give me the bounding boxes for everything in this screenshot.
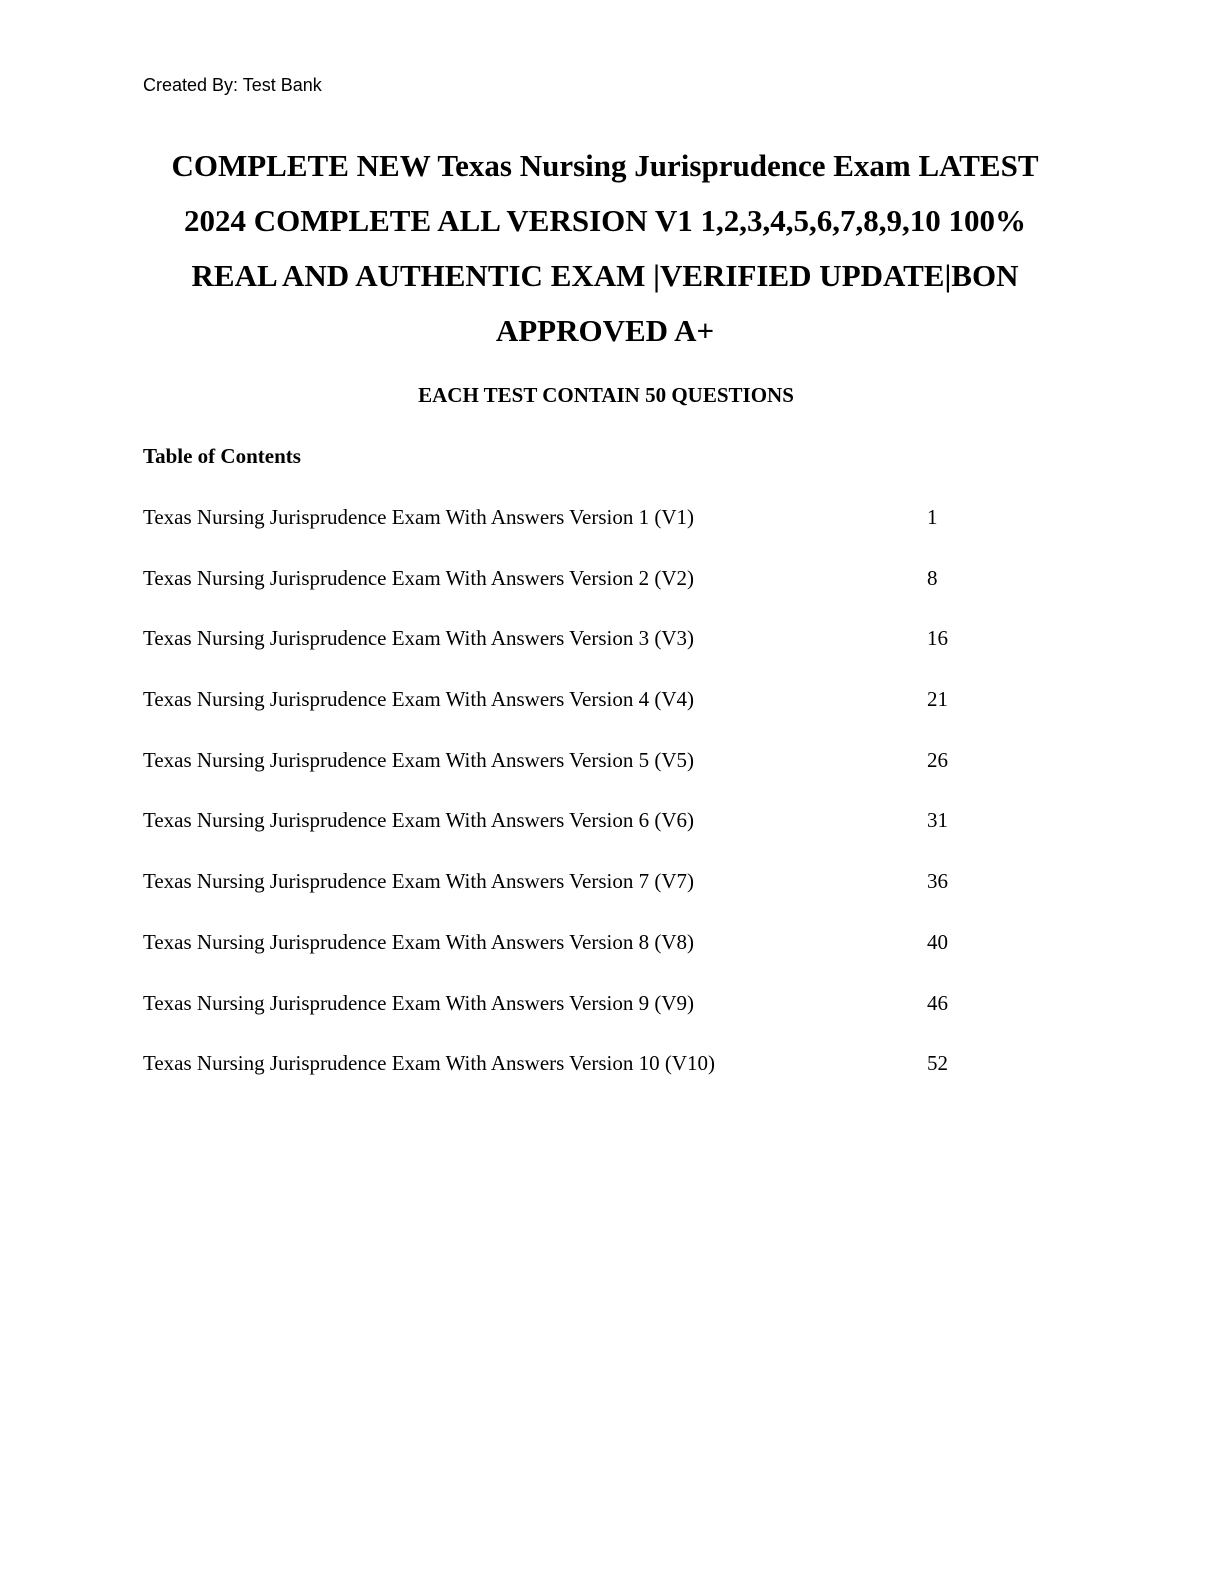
toc-entry[interactable] (143, 988, 1043, 1049)
toc-entry-title: Texas Nursing Jurisprudence Exam With Answers Version 3 (V3) (143, 626, 694, 651)
toc-entry-page: 36 (927, 869, 948, 894)
toc-entry[interactable] (143, 866, 1043, 927)
toc-entry-title: Texas Nursing Jurisprudence Exam With Answers Version 2 (V2) (143, 565, 694, 590)
toc-entry-title: Texas Nursing Jurisprudence Exam With Answers Version 4 (V4) (143, 687, 694, 712)
toc-entry-title: Texas Nursing Jurisprudence Exam With Answers Version 1 (V1) (143, 505, 694, 529)
toc-entry-title: Texas Nursing Jurisprudence Exam With Answers Version 8 (V8) (143, 929, 694, 954)
title-line-1: COMPLETE NEW Texas Nursing Jurisprudence Exam LATEST (171, 148, 1039, 183)
toc-entry[interactable] (143, 684, 1043, 745)
toc-entry-page: 46 (927, 990, 948, 1015)
title-line-4: APPROVED A+ (495, 313, 715, 348)
toc-entry-page: 52 (927, 1051, 948, 1076)
toc-entry[interactable] (143, 745, 1043, 806)
toc-entry[interactable] (143, 927, 1043, 988)
toc-entry-title: Texas Nursing Jurisprudence Exam With Answers Version 5 (V5) (143, 747, 694, 772)
toc-entry-title: Texas Nursing Jurisprudence Exam With Answers Version 7 (V7) (143, 869, 694, 894)
document-subtitle: EACH TEST CONTAIN 50 QUESTIONS (418, 383, 794, 407)
toc-heading: Table of Contents (143, 444, 301, 468)
toc-entry-page: 8 (927, 565, 938, 590)
toc-entry[interactable] (143, 623, 1043, 684)
toc-entry-page: 31 (927, 808, 948, 833)
toc-entry-page: 21 (927, 687, 948, 712)
toc-entry-page: 1 (927, 505, 938, 529)
title-line-3: REAL AND AUTHENTIC EXAM |VERIFIED UPDATE|BON (191, 258, 1019, 293)
page-header-created-by: Created By: Test Bank (143, 75, 322, 95)
toc-entry-title: Texas Nursing Jurisprudence Exam With Answers Version 10 (V10) (143, 1051, 715, 1076)
title-line-2: 2024 COMPLETE ALL VERSION V1 1,2,3,4,5,6,7,8,9,10 100% (184, 203, 1026, 238)
toc-entry-page: 16 (927, 626, 948, 651)
toc-entry[interactable] (143, 502, 1043, 563)
toc-entry-title: Texas Nursing Jurisprudence Exam With Answers Version 9 (V9) (143, 990, 694, 1015)
toc-entry[interactable] (143, 563, 1043, 624)
toc-entry[interactable] (143, 1048, 1043, 1109)
toc-entry-page: 26 (927, 747, 948, 772)
table-of-contents (143, 502, 1043, 1109)
document-title (130, 138, 1080, 358)
toc-entry-title: Texas Nursing Jurisprudence Exam With Answers Version 6 (V6) (143, 808, 694, 833)
toc-entry-page: 40 (927, 929, 948, 954)
toc-entry[interactable] (143, 805, 1043, 866)
